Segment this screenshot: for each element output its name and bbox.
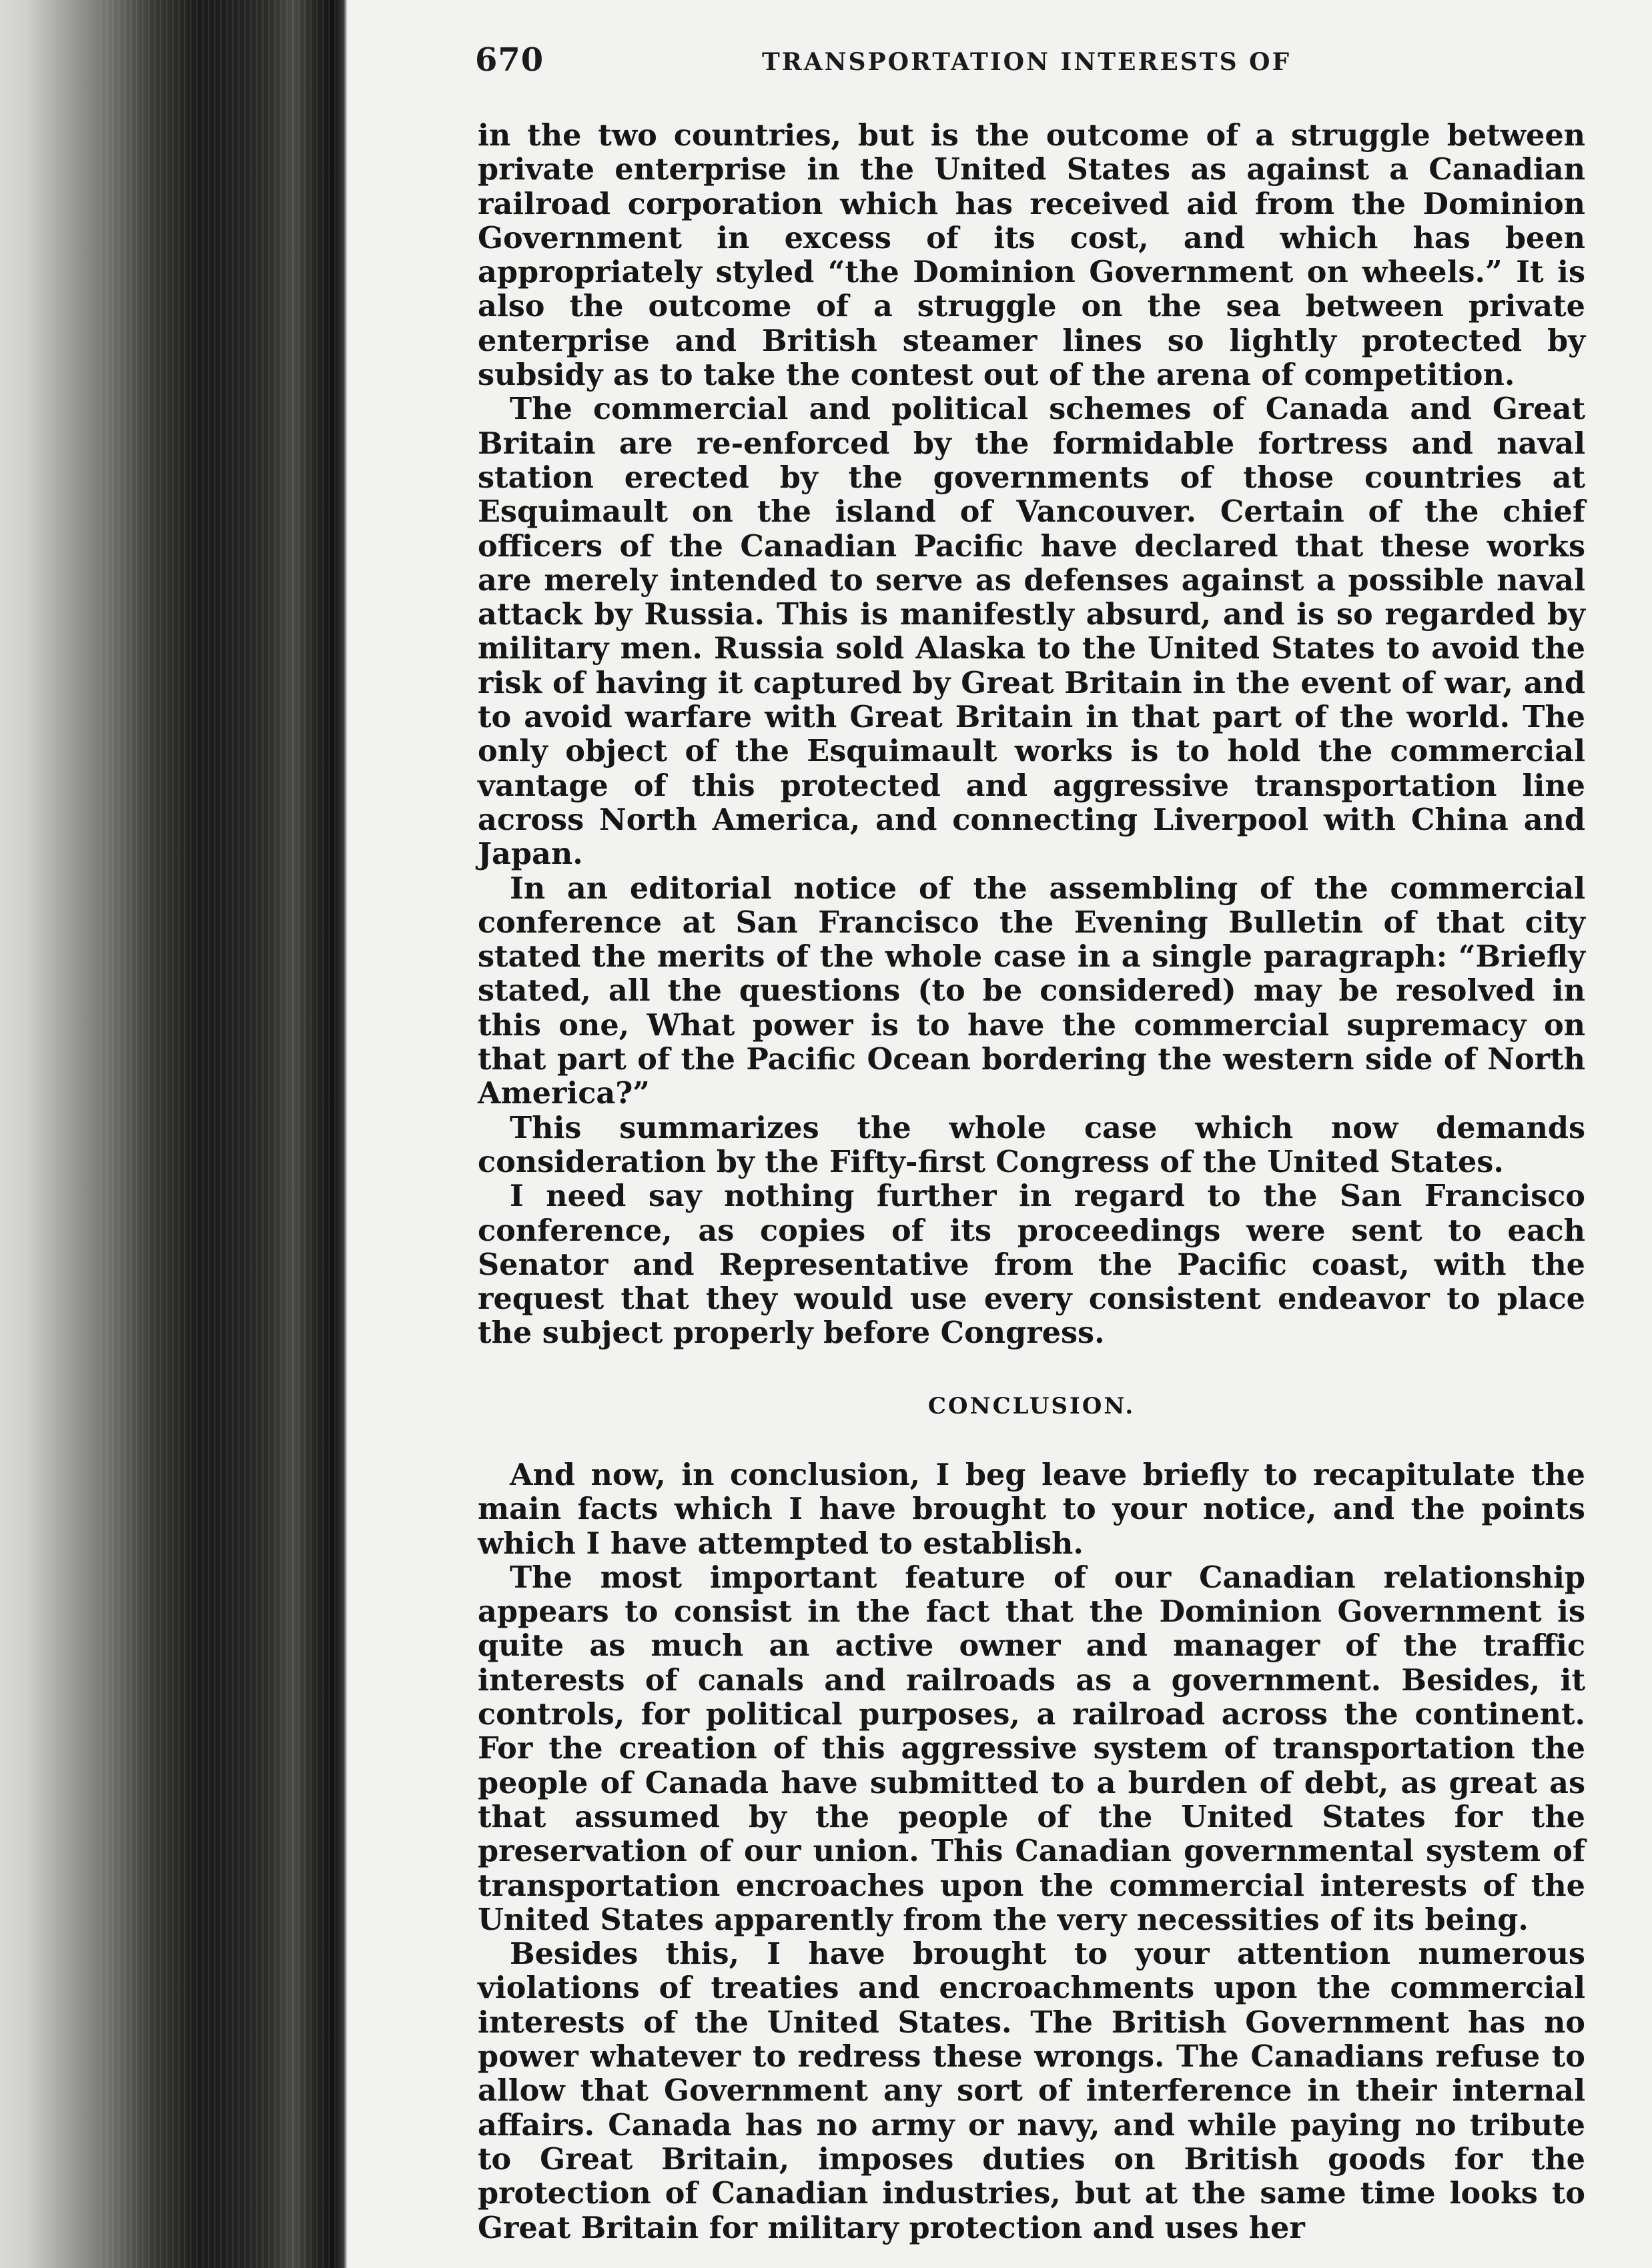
- paragraph: In an editorial notice of the assembling of the commercial conference at San Francisco the Evening Bulletin of that city stated the merits of the whole case in a single paragraph: “Briefly stated, all the questions (to be considered) may be resolved in this one, What power is to have the commercial supremacy on that part of the Pacific Ocean bordering the western side of North America?”: [478, 871, 1585, 1111]
- page-edges: [100, 0, 340, 2268]
- paragraph: in the two countries, but is the outcome of a struggle between private enterprise in the United States as against a Canadian railroad corporation which has received aid from the Dominion Government in excess of its cost, and which has been appropriately styled “the Dominion Government on wheels.” It is also the outcome of a struggle on the sea between private enterprise and British steamer lines so lightly protected by subsidy as to take the contest out of the arena of competition.: [478, 118, 1585, 393]
- running-title: TRANSPORTATION INTERESTS OF: [762, 48, 1292, 76]
- paragraph: The most important feature of our Canadian relationship appears to consist in the fact that the Dominion Government is quite as much an active owner and manager of the traffic interests of canals and railroads as a government. Besides, it controls, for political purposes, a railroad across the continent. For the creation of this aggressive system of transportation the people of Canada have submitted to a burden of debt, as great as that assumed by the people of the United States for the preservation of our union. This Canadian governmental system of transportation encroaches upon the commercial interests of the United States apparently from the very necessities of its being.: [478, 1560, 1585, 1937]
- paragraph: The commercial and political schemes of Canada and Great Britain are re-enforced by the formidable fortress and naval station erected by the governments of those countries at Esquimault on the island of Vancouver. Certain of the chief officers of the Canadian Pacific have declared that these works are merely intended to serve as defenses against a possible naval attack by Russia. This is manifestly absurd, and is so regarded by military men. Russia sold Alaska to the United States to avoid the risk of having it captured by Great Britain in the event of war, and to avoid warfare with Great Britain in that part of the world. The only object of the Esquimault works is to hold the commercial vantage of this protected and aggressive transportation line across North America, and connecting Liverpool with China and Japan.: [478, 392, 1585, 872]
- paragraph: Besides this, I have brought to your attention numerous violations of treaties and encroachments upon the commercial interests of the United States. The British Government has no power whatever to redress these wrongs. The Canadians refuse to allow that Government any sort of interference in their internal affairs. Canada has no army or navy, and while paying no tribute to Great Britain, imposes duties on British goods for the protection of Canadian industries, but at the same time looks to Great Britain for military protection and uses her: [478, 1936, 1585, 2245]
- body-text: [478, 119, 1585, 2245]
- paragraph: I need say nothing further in regard to the San Francisco conference, as copies of its proceedings were sent to each Senator and Representative from the Pacific coast, with the request that they would use every consistent endeavor to place the subject properly before Congress.: [478, 1179, 1585, 1351]
- page-header: [475, 41, 1302, 88]
- paragraph: And now, in conclusion, I beg leave briefly to recapitulate the main facts which I have brought to your notice, and the points which I have attempted to establish.: [478, 1457, 1585, 1561]
- page-number: 670: [475, 41, 544, 79]
- paragraph: This summarizes the whole case which now demands consideration by the Fifty-first Congress of the United States.: [478, 1110, 1585, 1179]
- section-heading-conclusion: CONCLUSION.: [927, 1392, 1136, 1420]
